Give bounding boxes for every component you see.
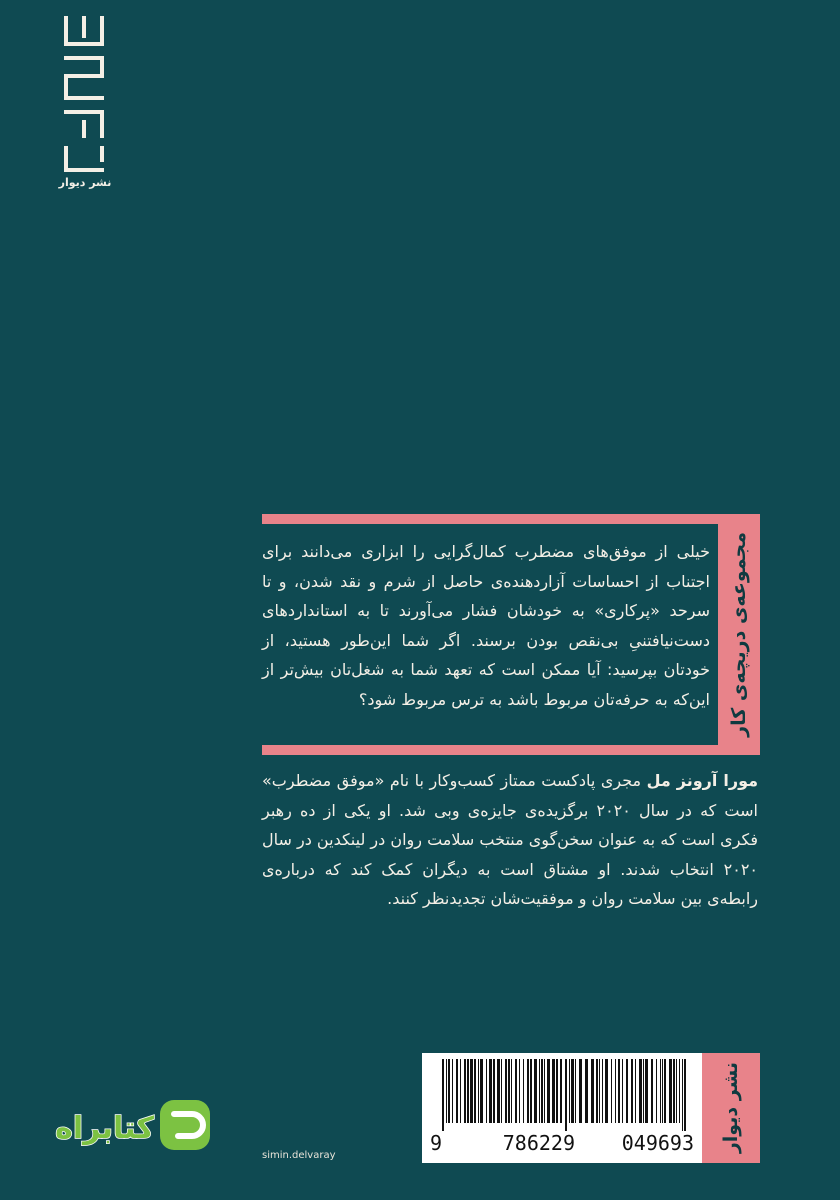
barcode-bar	[591, 1059, 594, 1123]
barcode-bar	[523, 1059, 524, 1123]
barcode-bar	[571, 1059, 574, 1123]
publisher-tab-label: نشر دیوار	[720, 1062, 742, 1154]
barcode-bar	[448, 1059, 450, 1123]
barcode-bar	[464, 1059, 466, 1123]
barcode-bar	[575, 1059, 576, 1123]
isbn-middle-digits: 786229	[502, 1131, 576, 1155]
barcode-bar	[480, 1059, 483, 1123]
barcode-bar	[669, 1059, 672, 1123]
isbn-barcode	[422, 1053, 702, 1163]
author-bio-text: مجری پادکست ممتاز کسب‌وکار با نام «موفق مضطرب» است که در سال ۲۰۲۰ برگزیده‌ی جایزه‌ی وبی شد. او یکی از ده رهبر فکری است که به عنوان سخن‌گوی منتخب سلامت روان در لینکدین در سال ۲۰۲۰ انتخاب شدند. او مشتاق است به دیگران کمک کند که درباره‌ی رابطه‌ی بین سلامت روان و موفقیت‌شان تجدیدنظر کنند.	[262, 771, 758, 908]
barcode-bar	[508, 1059, 510, 1123]
barcode-bar	[635, 1059, 636, 1123]
designer-credit: simin.delvaray	[262, 1150, 336, 1161]
barcode-bar	[660, 1059, 661, 1123]
barcode-bar	[515, 1059, 517, 1123]
barcode-bar	[585, 1059, 588, 1123]
barcode-bar	[486, 1059, 487, 1123]
barcode-bar	[656, 1059, 657, 1123]
barcode-bar	[618, 1059, 620, 1123]
barcode-bar	[645, 1059, 648, 1123]
barcode-bar	[519, 1059, 520, 1123]
barcode-bar	[684, 1059, 686, 1131]
barcode-bar	[452, 1059, 453, 1123]
publisher-tab	[702, 1053, 760, 1163]
barcode-bar	[497, 1059, 500, 1123]
publisher-logo-icon	[58, 14, 108, 176]
barcode-bar	[615, 1059, 616, 1123]
barcode-bar	[682, 1059, 683, 1131]
barcode-bar	[556, 1059, 558, 1123]
barcode-bar	[579, 1059, 582, 1123]
barcode-bar	[547, 1059, 550, 1123]
barcode-bar	[505, 1059, 507, 1123]
barcode-bar	[611, 1059, 612, 1123]
svg-text:کتابراه: کتابراه	[55, 1111, 154, 1146]
barcode-bar	[478, 1059, 479, 1123]
barcode-bar	[442, 1059, 444, 1131]
barcode-bar	[470, 1059, 473, 1123]
series-tab	[718, 514, 760, 755]
barcode-bar	[541, 1059, 543, 1123]
barcode-bars	[442, 1059, 686, 1131]
isbn-number	[430, 1131, 694, 1155]
barcode-bar	[467, 1059, 469, 1123]
isbn-last-digits: 049693	[621, 1131, 694, 1155]
series-tab-label: مجموعه‌ی دریچه‌ی کار	[728, 532, 750, 737]
isbn-first-digit: 9	[430, 1131, 443, 1155]
author-bio	[262, 766, 758, 914]
barcode-bar	[664, 1059, 666, 1123]
accent-bar-middle	[262, 745, 760, 755]
barcode-bar	[565, 1059, 567, 1131]
barcode-bar	[501, 1059, 502, 1123]
barcode-bar	[599, 1059, 600, 1123]
barcode-bar	[527, 1059, 529, 1123]
back-cover-blurb: خیلی از موفق‌های مضطرب کمال‌گرایی را ابزاری می‌دانند برای اجتناب از احساسات آزاردهنده‌ی حاصل از شرم و نقد شدن، و تا سرحد «پرکاری» به خودشان فشار می‌آورند تا به استانداردهای دست‌نیافتنیِ بی‌نقص بودن برسند. اگر شما این‌طور هستید، از خودتان بپرسید: آیا ممکن است که تعهد شما به شغل‌تان بیش‌تر از این‌که به حرفه‌تان مربوط باشد به ترس مربوط شود؟	[262, 542, 710, 709]
barcode-bar	[639, 1059, 642, 1123]
barcode-bar	[544, 1059, 545, 1123]
barcode-bar	[651, 1059, 653, 1123]
barcode-bar	[530, 1059, 532, 1123]
barcode-bar	[605, 1059, 608, 1123]
barcode-bar	[474, 1059, 476, 1123]
barcode-bar	[643, 1059, 644, 1123]
barcode-bar	[596, 1059, 598, 1123]
barcode-bar	[602, 1059, 603, 1123]
barcode-bar	[552, 1059, 555, 1123]
barcode-bar	[679, 1059, 680, 1123]
barcode-bar	[622, 1059, 623, 1123]
barcode-bar	[631, 1059, 633, 1123]
barcode-bar	[569, 1059, 570, 1123]
accent-bar-top	[262, 514, 760, 524]
barcode-bar	[493, 1059, 495, 1123]
barcode-bar	[626, 1059, 628, 1123]
ketabrah-watermark-icon	[38, 1092, 214, 1158]
publisher-logo-subtitle: نشر دیوار	[58, 176, 112, 189]
barcode-bar	[539, 1059, 540, 1123]
barcode-bar	[511, 1059, 512, 1123]
barcode-bar	[460, 1059, 461, 1123]
barcode-bar	[446, 1059, 447, 1123]
barcode-bar	[534, 1059, 537, 1123]
barcode-bar	[673, 1059, 675, 1123]
barcode-bar	[560, 1059, 562, 1123]
barcode-bar	[489, 1059, 492, 1123]
barcode-bar	[676, 1059, 677, 1123]
barcode-bar	[662, 1059, 663, 1123]
author-name: مورا آرونز مل	[646, 771, 758, 790]
barcode-bar	[456, 1059, 458, 1123]
